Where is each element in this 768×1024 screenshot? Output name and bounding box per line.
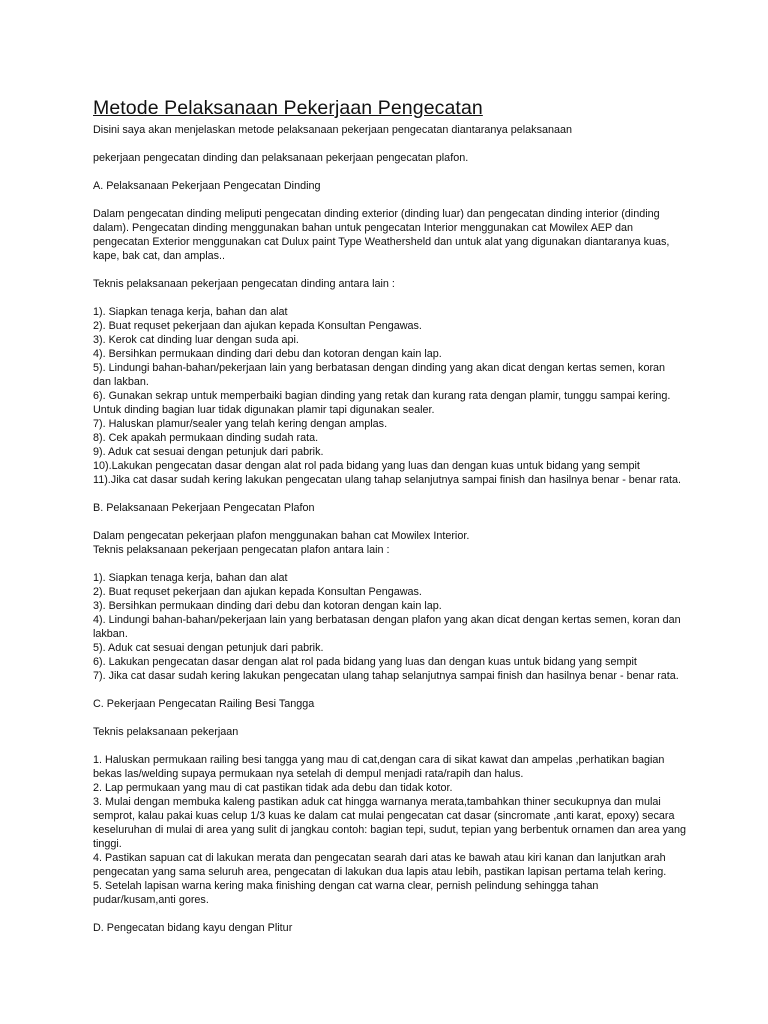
section-c-step-line: 2. Lap permukaan yang mau di cat pastikan tidak ada debu dan tidak kotor. (93, 782, 453, 794)
section-b-paragraph-line: Teknis pelaksanaan pekerjaan pengecatan plafon antara lain : (93, 544, 390, 556)
section-a-step: 7). Haluskan plamur/sealer yang telah kering dengan amplas. (93, 418, 388, 430)
section-c-step-line: keseluruhan di mulai di area yang sulit di jangkau contoh: bagian tepi, sudut, tepian yang berbentuk ornamen dan area yang (93, 824, 687, 836)
section-a-paragraph-line: dalam). Pengecatan dinding menggunakan bahan untuk pengecatan Interior menggunakan cat Mowilex AEP dan (93, 222, 634, 234)
section-a-step: 4). Bersihkan permukaan dinding dari debu dan kotoran dengan kain lap. (93, 348, 442, 360)
section-a-step: 2). Buat requset pekerjaan dan ajukan kepada Konsultan Pengawas. (93, 320, 422, 332)
section-c-heading: C. Pekerjaan Pengecatan Railing Besi Tangga (93, 698, 315, 710)
section-c-step-line: pengecatan yang sama seluruh area, pengecatan di lakukan dua lapis atau lebih, pastikan lapisan pertama telah kering. (93, 866, 667, 878)
section-c-step-line: pudar/kusam,anti gores. (93, 894, 209, 906)
section-a-step: dan lakban. (93, 376, 149, 388)
section-a-step: 6). Gunakan sekrap untuk memperbaiki bagian dinding yang retak dan kurang rata dengan plamir, tunggu sampai kering. (93, 390, 671, 402)
section-a-step: 3). Kerok cat dinding luar dengan suda api. (93, 334, 299, 346)
section-a-paragraph-line: pengecatan Exterior menggunakan cat Dulux paint Type Weathersheld dan untuk alat yang digunakan diantaranya kuas, (93, 236, 670, 248)
section-a-step: 5). Lindungi bahan-bahan/pekerjaan lain yang berbatasan dengan dinding yang akan dicat dengan kertas semen, koran (93, 362, 666, 374)
section-b-step: 3). Bersihkan permukaan dinding dari debu dan kotoran dengan kain lap. (93, 600, 442, 612)
section-b-step: 1). Siapkan tenaga kerja, bahan dan alat (93, 572, 288, 584)
section-b-step: 4). Lindungi bahan-bahan/pekerjaan lain yang berbatasan dengan plafon yang akan dicat dengan kertas semen, koran dan (93, 614, 681, 626)
section-c-step-line: semprot, kalau pakai kuas celup 1/3 kuas ke dalam cat mulai pengecatan cat dasar (sincromate ,anti karat, epoxy) secara (93, 810, 675, 822)
section-c-step-line: tinggi. (93, 838, 122, 850)
section-c-step-line: 4. Pastikan sapuan cat di lakukan merata dan pengecatan searah dari atas ke bawah atau kiri kanan dan lanjutkan arah (93, 852, 666, 864)
section-a-step: 9). Aduk cat sesuai dengan petunjuk dari pabrik. (93, 446, 324, 458)
section-c-step-line: 3. Mulai dengan membuka kaleng pastikan aduk cat hingga warnanya merata,tambahkan thiner secukupnya dan mulai (93, 796, 661, 808)
section-a-step: 10).Lakukan pengecatan dasar dengan alat rol pada bidang yang luas dan dengan kuas untuk bidang yang sempit (93, 460, 640, 472)
section-c-step-line: 5. Setelah lapisan warna kering maka finishing dengan cat warna clear, pernish pelindung sehingga tahan (93, 880, 599, 892)
section-a-step: 11).Jika cat dasar sudah kering lakukan pengecatan ulang tahap selanjutnya sampai finish dan hasilnya benar - benar rata. (93, 474, 682, 486)
section-d-heading: D. Pengecatan bidang kayu dengan Plitur (93, 922, 293, 934)
section-c-subheading: Teknis pelaksanaan pekerjaan (93, 726, 239, 738)
intro-line-2: pekerjaan pengecatan dinding dan pelaksanaan pekerjaan pengecatan plafon. (93, 152, 469, 164)
section-a-heading: A. Pelaksanaan Pekerjaan Pengecatan Dinding (93, 180, 321, 192)
section-a-paragraph-line: Dalam pengecatan dinding meliputi pengecatan dinding exterior (dinding luar) dan pengecatan dinding interior (dinding (93, 208, 660, 220)
section-a-step: 1). Siapkan tenaga kerja, bahan dan alat (93, 306, 288, 318)
section-a-step: Untuk dinding bagian luar tidak digunakan plamir tapi digunakan sealer. (93, 404, 435, 416)
section-b-step: 6). Lakukan pengecatan dasar dengan alat rol pada bidang yang luas dan dengan kuas untuk bidang yang sempit (93, 656, 637, 668)
intro-line-1: Disini saya akan menjelaskan metode pelaksanaan pekerjaan pengecatan diantaranya pelaksanaan (93, 124, 572, 136)
section-a-steps-intro: Teknis pelaksanaan pekerjaan pengecatan dinding antara lain : (93, 278, 395, 290)
section-a-paragraph-line: kape, bak cat, dan amplas.. (93, 250, 226, 262)
section-b-paragraph-line: Dalam pengecatan pekerjaan plafon menggunakan bahan cat Mowilex Interior. (93, 530, 470, 542)
section-c-step-line: bekas las/welding supaya permukaan nya setelah di dempul menjadi rata/rapih dan halus. (93, 768, 524, 780)
section-b-step: 5). Aduk cat sesuai dengan petunjuk dari pabrik. (93, 642, 324, 654)
section-b-step: 2). Buat requset pekerjaan dan ajukan kepada Konsultan Pengawas. (93, 586, 422, 598)
section-b-step: 7). Jika cat dasar sudah kering lakukan pengecatan ulang tahap selanjutnya sampai finish dan hasilnya benar - benar rata. (93, 670, 679, 682)
section-b-heading: B. Pelaksanaan Pekerjaan Pengecatan Plafon (93, 502, 315, 514)
document-title: Metode Pelaksanaan Pekerjaan Pengecatan (93, 97, 483, 119)
section-b-step: lakban. (93, 628, 128, 640)
section-c-step-line: 1. Haluskan permukaan railing besi tangga yang mau di cat,dengan cara di sikat kawat dan ampelas ,perhatikan bagian (93, 754, 665, 766)
section-a-step: 8). Cek apakah permukaan dinding sudah rata. (93, 432, 319, 444)
